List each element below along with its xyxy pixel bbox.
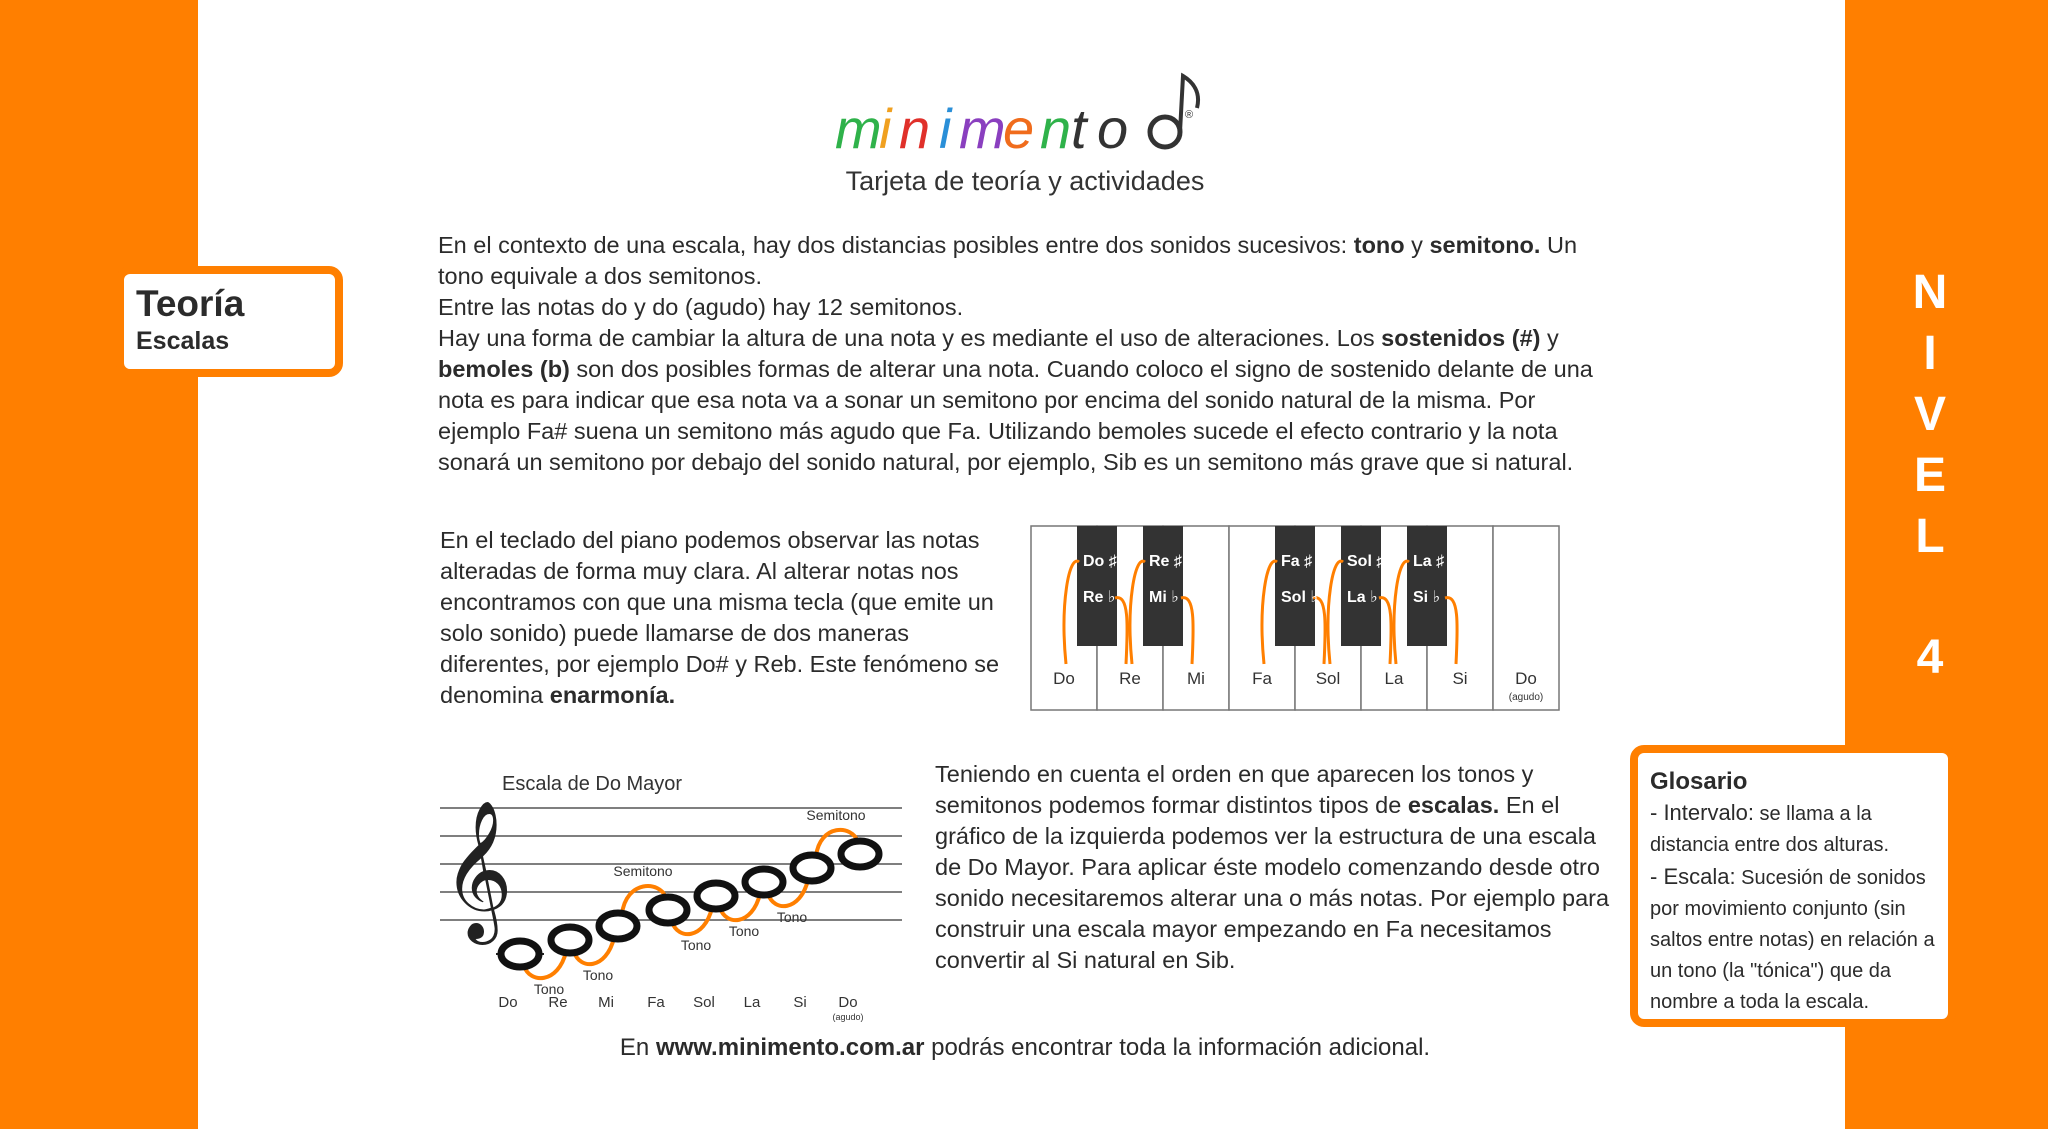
level-letter: N bbox=[1912, 266, 1948, 319]
white-key-label: Do bbox=[1053, 669, 1075, 688]
piano-keyboard-diagram bbox=[1030, 524, 1565, 714]
level-letter: I bbox=[1923, 327, 1937, 380]
level-letter: L bbox=[1915, 510, 1945, 563]
logo-letter: e bbox=[1003, 97, 1035, 160]
section-subtitle: Escalas bbox=[136, 327, 230, 355]
flat-label: Si ♭ bbox=[1413, 589, 1441, 606]
flat-label: Mi ♭ bbox=[1149, 589, 1179, 606]
intro-p1: En el contexto de una escala, hay dos distancias posibles entre dos sonidos sucesivos: tono y semitono. Un tono equivale a dos semitonos. bbox=[438, 232, 1578, 289]
section-card bbox=[116, 266, 343, 377]
white-key-label: Fa bbox=[1252, 669, 1272, 688]
agudo-label: (agudo) bbox=[832, 1012, 864, 1022]
minimento-logo bbox=[835, 66, 1215, 166]
note-label: Si bbox=[793, 994, 807, 1011]
intro-p2: Entre las notas do y do (agudo) hay 12 semitonos. bbox=[438, 294, 964, 320]
sharp-label: Fa ♯ bbox=[1281, 553, 1313, 570]
white-key-label: Do bbox=[1515, 669, 1537, 688]
note-label: Do bbox=[498, 994, 518, 1011]
logo-letter: i bbox=[939, 97, 952, 160]
logo-letter: m bbox=[959, 97, 1006, 160]
note-label: Fa bbox=[647, 994, 665, 1011]
treble-clef-icon bbox=[442, 802, 513, 945]
logo-letter: t bbox=[1071, 97, 1087, 160]
white-key-label: Re bbox=[1119, 669, 1141, 688]
glossary-card bbox=[1630, 745, 1956, 1027]
whole-note bbox=[841, 841, 879, 867]
note-label: Re bbox=[548, 994, 568, 1011]
flat-label: Sol ♭ bbox=[1281, 589, 1318, 606]
keyboard-paragraph: En el teclado del piano podemos observar las notas alteradas de forma muy clara. Al alterar notas nos encontramos con que una misma tecla (que emite un solo sonido) puede llamarse de dos maneras diferentes, por ejemplo Do# y Reb. Este fenómeno se denomina enarmonía. bbox=[440, 527, 1000, 708]
section-title: Teoría bbox=[136, 283, 245, 324]
c-major-scale-diagram bbox=[436, 760, 906, 1022]
note-label: Mi bbox=[598, 994, 614, 1011]
level-number: 4 bbox=[1916, 631, 1944, 684]
glossary-entry-scale: - Escala: Sucesión de sonidos por movimiento conjunto (sin saltos entre notas) en relación a un tono (la "tónica") que da nombre a toda la escala. bbox=[1650, 864, 1935, 1013]
whole-note bbox=[793, 855, 831, 881]
white-key-label: Si bbox=[1452, 669, 1468, 688]
sharp-label: Do ♯ bbox=[1083, 553, 1117, 570]
svg-text:®: ® bbox=[1185, 109, 1194, 121]
intro-text bbox=[438, 230, 1618, 478]
black-key bbox=[1077, 526, 1117, 646]
white-key-label: Mi bbox=[1187, 669, 1205, 688]
glossary-title: Glosario bbox=[1650, 768, 1748, 795]
scales-paragraph: Teniendo en cuenta el orden en que aparecen los tonos y semitonos podemos formar distintos tipos de escalas. En el gráfico de la izquierda podemos ver la estructura de una escala de Do Mayor. Para aplicar éste modelo comenzando desde otro sonido necesitaremos alterar una o más notas. Por ejemplo para construir una escala mayor empezando en Fa necesitamos convertir al Si natural en Sib. bbox=[935, 761, 1610, 973]
glossary-entry-interval: - Intervalo: se llama a la distancia entre dos alturas. bbox=[1650, 800, 1890, 856]
intro-p3: Hay una forma de cambiar la altura de una nota y es mediante el uso de alteraciones. Los sostenidos (#) y bemoles (b) son dos posibles formas de alterar una nota. Cuando coloco el signo de sostenido delante de una nota es para indicar que esa nota va a sonar un semitono por encima del sonido natural de la misma. Por ejemplo Fa# suena un semitono más agudo que Fa. Utilizando bemoles sucede el efecto contrario y la nota sonará un semitono por debajo del sonido natural, por ejemplo, Sib es un semitono más grave que si natural. bbox=[438, 325, 1593, 475]
level-indicator bbox=[1880, 262, 1980, 688]
whole-note bbox=[599, 913, 637, 939]
footer-text: En www.minimento.com.ar podrás encontrar toda la información adicional. bbox=[619, 1034, 1431, 1061]
agudo-label: (agudo) bbox=[1508, 692, 1544, 703]
website-link[interactable]: www.minimento.com.ar bbox=[655, 1034, 925, 1061]
semitone-label: Semitono bbox=[613, 863, 673, 879]
whole-note bbox=[649, 897, 687, 923]
tone-label: Tono bbox=[680, 937, 712, 953]
flat-label: Re ♭ bbox=[1083, 589, 1116, 606]
flat-label: La ♭ bbox=[1347, 589, 1378, 606]
black-key bbox=[1275, 526, 1315, 646]
logo-letter: n bbox=[899, 97, 931, 160]
whole-note bbox=[551, 927, 589, 953]
whole-note bbox=[697, 883, 735, 909]
note-label: Sol bbox=[693, 994, 715, 1011]
scale-title: Escala de Do Mayor bbox=[502, 773, 683, 795]
black-key bbox=[1407, 526, 1447, 646]
sharp-label: La ♯ bbox=[1413, 553, 1445, 570]
note-label: La bbox=[743, 994, 761, 1011]
black-key bbox=[1341, 526, 1381, 646]
page-subtitle: Tarjeta de teoría y actividades bbox=[845, 166, 1205, 196]
whole-note bbox=[745, 869, 783, 895]
white-key-label: La bbox=[1384, 669, 1404, 688]
level-letter: E bbox=[1913, 449, 1946, 502]
svg-text:𝄞: 𝄞 bbox=[442, 802, 513, 936]
tone-label: Tono bbox=[776, 909, 808, 925]
tone-label: Tono bbox=[728, 923, 760, 939]
logo-letter: o bbox=[1097, 97, 1129, 160]
black-key bbox=[1143, 526, 1183, 646]
tone-label: Tono bbox=[582, 967, 614, 983]
sharp-label: Sol ♯ bbox=[1347, 553, 1385, 570]
level-letter: V bbox=[1913, 388, 1946, 441]
whole-note bbox=[501, 941, 539, 967]
logo-letter: m bbox=[835, 97, 882, 160]
white-key-label: Sol bbox=[1315, 669, 1341, 688]
logo-letter: n bbox=[1040, 97, 1072, 160]
note-label: Do bbox=[838, 994, 858, 1011]
logo-letter: i bbox=[879, 97, 892, 160]
tone-label: Tono bbox=[533, 981, 565, 997]
semitone-label: Semitono bbox=[806, 807, 866, 823]
sharp-label: Re ♯ bbox=[1149, 553, 1182, 570]
left-orange-band bbox=[0, 0, 198, 1129]
